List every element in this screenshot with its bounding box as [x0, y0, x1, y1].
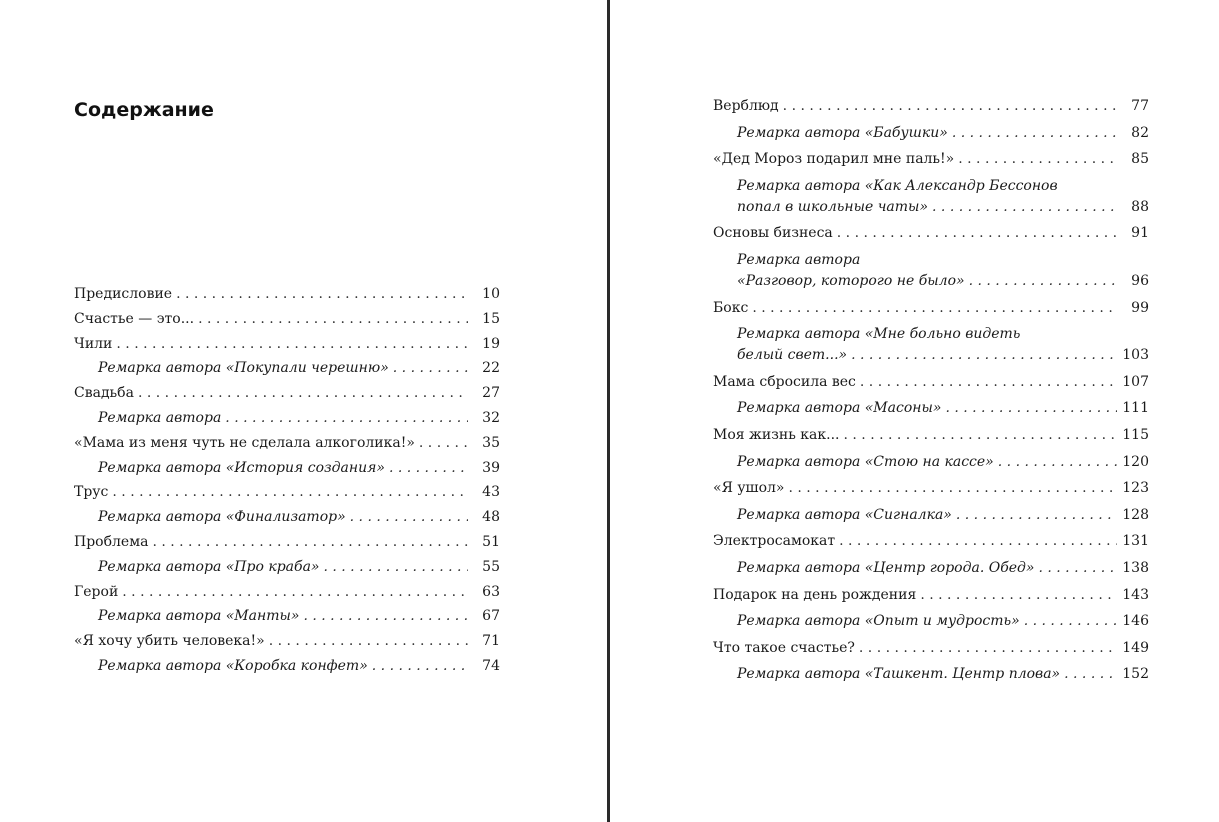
toc-entry-title-continued: «Разговор, которого не было» — [737, 272, 965, 289]
toc-page-number: 128 — [1122, 506, 1149, 523]
dot-leader — [225, 408, 468, 429]
dot-leader — [112, 482, 468, 503]
toc-entry[interactable] — [74, 284, 500, 309]
toc-list-right — [713, 96, 1149, 691]
toc-subentry[interactable] — [713, 176, 1149, 224]
toc-subentry[interactable] — [713, 324, 1149, 372]
toc-page-number: 71 — [482, 633, 500, 650]
right-page — [611, 0, 1219, 822]
toc-page-number: 131 — [1122, 533, 1149, 550]
dot-leader — [152, 532, 468, 553]
toc-page-number: 146 — [1122, 613, 1149, 630]
toc-entry-title: Ремарка автора — [737, 251, 861, 268]
toc-entry-title: Бокс — [713, 299, 749, 316]
toc-entry[interactable] — [713, 149, 1149, 176]
toc-entry-title: Ремарка автора «Покупали черешню» — [98, 360, 389, 377]
toc-subentry[interactable] — [713, 250, 1149, 298]
toc-entry[interactable] — [74, 433, 500, 458]
toc-entry-title: «Дед Мороз подарил мне паль!» — [713, 151, 955, 168]
toc-page-number: 77 — [1131, 98, 1149, 114]
toc-subentry[interactable] — [74, 358, 500, 383]
toc-entry-title: Верблюд — [713, 98, 779, 114]
toc-page-number: 107 — [1122, 373, 1149, 390]
dot-leader — [389, 458, 468, 479]
toc-subentry[interactable] — [713, 452, 1149, 479]
toc-entry-title: Свадьба — [74, 385, 134, 402]
toc-entry-title-continued: белый свет...» — [737, 347, 848, 364]
toc-page-number: 85 — [1131, 151, 1149, 168]
toc-entry-title: Ремарка автора «Опыт и мудрость» — [737, 613, 1020, 630]
toc-subentry[interactable] — [74, 408, 500, 433]
toc-entry-title: Предисловие — [74, 286, 173, 302]
dot-leader — [839, 531, 1117, 552]
toc-entry-title: Электросамокат — [713, 533, 836, 550]
toc-page-number: 22 — [482, 360, 500, 377]
toc-page-number: 152 — [1122, 666, 1149, 683]
page-title: Содержание — [74, 99, 214, 121]
toc-page-number: 67 — [482, 608, 500, 625]
toc-entry[interactable] — [713, 478, 1149, 505]
toc-subentry[interactable] — [713, 664, 1149, 691]
dot-leader — [303, 606, 468, 627]
toc-entry-title: Ремарка автора «Финализатор» — [98, 509, 346, 526]
dot-leader — [116, 334, 468, 355]
dot-leader — [969, 271, 1117, 292]
dot-leader — [945, 398, 1117, 419]
dot-leader — [851, 345, 1117, 366]
toc-entry-title: Ремарка автора «Центр города. Обед» — [737, 559, 1035, 576]
toc-entry[interactable] — [713, 638, 1149, 665]
toc-entry-title: «Я ушол» — [713, 480, 785, 497]
toc-entry-second-line — [737, 271, 1149, 292]
toc-entry-title: Мама сбросила вес — [713, 373, 856, 390]
dot-leader — [323, 557, 468, 578]
dot-leader — [837, 223, 1117, 244]
toc-entry-title: Ремарка автора «Как Александр Бессонов — [737, 177, 1058, 194]
toc-page-number: 88 — [1131, 198, 1149, 215]
dot-leader — [1064, 664, 1117, 685]
toc-entry[interactable] — [74, 582, 500, 607]
dot-leader — [419, 433, 468, 454]
toc-entry[interactable] — [713, 96, 1149, 123]
toc-entry-title: Моя жизнь как... — [713, 426, 840, 443]
toc-page-number: 143 — [1122, 586, 1149, 603]
toc-entry[interactable] — [713, 298, 1149, 325]
toc-entry-title: Ремарка автора «Манты» — [98, 608, 300, 625]
dot-leader — [844, 425, 1118, 446]
toc-subentry[interactable] — [74, 557, 500, 582]
toc-entry-title: «Я хочу убить человека!» — [74, 633, 265, 650]
toc-page-number: 120 — [1122, 453, 1149, 470]
toc-entry-title: Герой — [74, 583, 119, 600]
toc-entry-second-line — [737, 345, 1149, 366]
toc-entry-title: Трус — [74, 484, 109, 501]
toc-page-number: 10 — [482, 286, 500, 302]
toc-page-number: 74 — [482, 657, 500, 674]
dot-leader — [138, 383, 468, 404]
dot-leader — [1024, 611, 1117, 632]
toc-entry-title: Ремарка автора «Стою на кассе» — [737, 453, 994, 470]
dot-leader — [788, 478, 1117, 499]
dot-leader — [269, 631, 468, 652]
toc-page-number: 82 — [1131, 124, 1149, 141]
toc-entry[interactable] — [74, 631, 500, 656]
toc-list-left — [74, 284, 500, 681]
toc-entry-title: Основы бизнеса — [713, 225, 833, 242]
toc-subentry[interactable] — [713, 398, 1149, 425]
dot-leader — [956, 505, 1117, 526]
dot-leader — [860, 372, 1117, 393]
toc-entry-title: Ремарка автора «Мне больно видеть — [737, 326, 1021, 343]
toc-entry[interactable] — [713, 425, 1149, 452]
toc-entry[interactable] — [713, 585, 1149, 612]
toc-entry-title: Что такое счастье? — [713, 639, 855, 656]
toc-page-number: 27 — [482, 385, 500, 402]
toc-entry-title: Ремарка автора «Про краба» — [98, 558, 320, 575]
toc-entry-title: Подарок на день рождения — [713, 586, 917, 603]
dot-leader — [859, 638, 1117, 659]
toc-entry[interactable] — [713, 372, 1149, 399]
toc-entry[interactable] — [74, 309, 500, 334]
toc-page-number: 99 — [1131, 299, 1149, 316]
toc-entry-title: Ремарка автора «Сигналка» — [737, 506, 952, 523]
toc-entry-title: Ремарка автора «Ташкент. Центр плова» — [737, 666, 1061, 683]
toc-page-number: 111 — [1122, 400, 1149, 417]
toc-page-number: 39 — [482, 459, 500, 476]
dot-leader — [176, 284, 468, 305]
toc-entry-title-continued: попал в школьные чаты» — [737, 198, 929, 215]
toc-entry-title: «Мама из меня чуть не сделала алкоголика!» — [74, 434, 415, 451]
toc-entry-title: Проблема — [74, 533, 149, 550]
dot-leader — [372, 656, 468, 677]
toc-subentry[interactable] — [74, 656, 500, 681]
toc-subentry[interactable] — [713, 558, 1149, 585]
toc-entry-second-line — [737, 197, 1149, 218]
toc-subentry[interactable] — [713, 123, 1149, 150]
toc-page-number: 63 — [482, 583, 500, 600]
toc-entry[interactable] — [713, 531, 1149, 558]
dot-leader — [920, 585, 1117, 606]
toc-entry[interactable] — [74, 383, 500, 408]
dot-leader — [393, 358, 468, 379]
dot-leader — [1038, 558, 1117, 579]
dot-leader — [198, 309, 468, 330]
toc-entry-title: Ремарка автора «Бабушки» — [737, 124, 948, 141]
toc-entry-title: Ремарка автора — [98, 409, 222, 426]
toc-entry[interactable] — [74, 482, 500, 507]
toc-page-number: 115 — [1122, 426, 1149, 443]
toc-subentry[interactable] — [713, 611, 1149, 638]
toc-page-number: 19 — [482, 335, 500, 352]
toc-subentry[interactable] — [74, 606, 500, 631]
dot-leader — [998, 452, 1117, 473]
toc-page-number: 15 — [482, 310, 500, 327]
toc-page-number: 32 — [482, 409, 500, 426]
toc-page-number: 55 — [482, 558, 500, 575]
toc-page-number: 91 — [1131, 225, 1149, 242]
dot-leader — [350, 507, 468, 528]
toc-entry[interactable] — [713, 223, 1149, 250]
toc-entry-title: Чили — [74, 335, 113, 352]
toc-entry-title: Счастье — это... — [74, 310, 195, 327]
left-page — [0, 0, 608, 822]
dot-leader — [783, 96, 1117, 117]
toc-entry[interactable] — [74, 334, 500, 359]
dot-leader — [958, 149, 1117, 170]
toc-subentry[interactable] — [74, 458, 500, 483]
toc-subentry[interactable] — [74, 507, 500, 532]
dot-leader — [752, 298, 1117, 319]
toc-entry[interactable] — [74, 532, 500, 557]
toc-entry-title: Ремарка автора «История создания» — [98, 459, 385, 476]
dot-leader — [122, 582, 468, 603]
toc-page-number: 43 — [482, 484, 500, 501]
book-spine — [607, 0, 610, 822]
toc-page-number: 138 — [1122, 559, 1149, 576]
dot-leader — [932, 197, 1117, 218]
toc-page-number: 149 — [1122, 639, 1149, 656]
toc-entry-title: Ремарка автора «Коробка конфет» — [98, 657, 368, 674]
toc-page-number: 96 — [1131, 272, 1149, 289]
toc-entry-title: Ремарка автора «Масоны» — [737, 400, 942, 417]
toc-page-number: 103 — [1122, 347, 1149, 364]
toc-page-number: 123 — [1122, 480, 1149, 497]
toc-page-number: 51 — [482, 533, 500, 550]
toc-page-number: 48 — [482, 509, 500, 526]
toc-page-number: 35 — [482, 434, 500, 451]
toc-subentry[interactable] — [713, 505, 1149, 532]
dot-leader — [952, 123, 1117, 144]
